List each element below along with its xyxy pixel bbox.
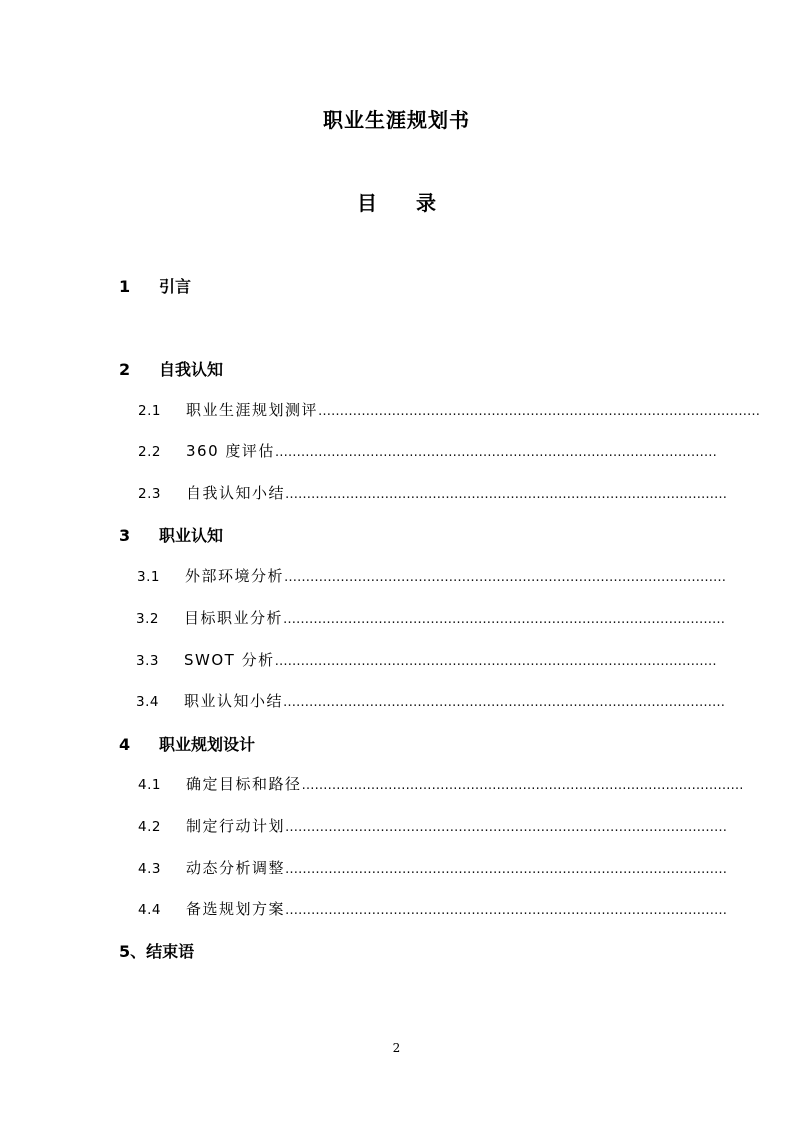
toc-section-2[interactable]	[119, 357, 223, 380]
entry-label: SWOT 分析	[184, 651, 275, 669]
section-label: 引言	[159, 277, 192, 296]
entry-label: 制定行动计划	[186, 817, 286, 835]
dot-leader: …………………………………………………………………………………………	[283, 695, 726, 710]
toc-entry-3-4[interactable]	[136, 690, 726, 711]
entry-number: 2.3	[138, 486, 161, 502]
toc-entry-2-3[interactable]	[138, 482, 728, 503]
toc-entry-3-1[interactable]	[137, 565, 727, 586]
section-label: 自我认知	[159, 360, 224, 379]
entry-label: 备选规划方案	[186, 900, 286, 918]
toc-section-1[interactable]	[119, 274, 191, 297]
section-number: 5、	[119, 942, 147, 961]
toc-entry-3-3[interactable]	[136, 649, 717, 670]
toc-entry-3-2[interactable]	[136, 607, 726, 628]
toc-section-5[interactable]	[119, 939, 194, 962]
toc-heading: 目 录	[357, 191, 452, 215]
dot-leader: …………………………………………………………………………………………	[285, 820, 728, 835]
entry-label: 自我认知小结	[186, 484, 286, 502]
section-label: 结束语	[146, 942, 195, 961]
entry-number: 3.2	[136, 611, 159, 627]
section-number: 3	[119, 526, 131, 545]
entry-number: 4.1	[138, 777, 161, 793]
toc-entry-2-2[interactable]	[138, 440, 717, 461]
dot-leader: …………………………………………………………………………………………	[285, 487, 728, 502]
dot-leader: …………………………………………………………………………………………	[283, 612, 726, 627]
dot-leader: …………………………………………………………………………………………	[274, 445, 717, 460]
entry-number: 3.3	[136, 653, 159, 669]
dot-leader: …………………………………………………………………………………………	[284, 570, 727, 585]
entry-number: 4.2	[138, 819, 161, 835]
dot-leader: …………………………………………………………………………………………	[274, 654, 717, 669]
entry-label: 确定目标和路径	[186, 775, 302, 793]
toc-entry-4-3[interactable]	[138, 857, 728, 878]
toc-entry-4-4[interactable]	[138, 898, 728, 919]
dot-leader: …………………………………………………………………………………………	[285, 862, 728, 877]
toc-entry-2-1[interactable]	[138, 399, 761, 420]
section-number: 4	[119, 735, 131, 754]
entry-label: 动态分析调整	[186, 859, 286, 877]
dot-leader: …………………………………………………………………………………………	[301, 778, 744, 793]
section-number: 2	[119, 360, 131, 379]
page-number: 2	[392, 1041, 401, 1055]
entry-label: 目标职业分析	[184, 609, 284, 627]
entry-number: 3.4	[136, 694, 159, 710]
section-label: 职业规划设计	[159, 735, 256, 754]
toc-section-3[interactable]	[119, 523, 223, 546]
entry-number: 2.1	[138, 403, 161, 419]
toc-entry-4-1[interactable]	[138, 773, 744, 794]
document-title: 职业生涯规划书	[323, 108, 470, 132]
entry-label: 职业生涯规划测评	[186, 401, 319, 419]
entry-number: 2.2	[138, 444, 161, 460]
section-label: 职业认知	[159, 526, 224, 545]
toc-entry-4-2[interactable]	[138, 815, 728, 836]
entry-label: 360 度评估	[186, 442, 275, 460]
entry-label: 外部环境分析	[185, 567, 285, 585]
toc-section-4[interactable]	[119, 732, 255, 755]
entry-number: 4.4	[138, 902, 161, 918]
entry-number: 4.3	[138, 861, 161, 877]
dot-leader: …………………………………………………………………………………………	[285, 903, 728, 918]
section-number: 1	[119, 277, 131, 296]
entry-label: 职业认知小结	[184, 692, 284, 710]
dot-leader: …………………………………………………………………………………………	[318, 404, 761, 419]
entry-number: 3.1	[137, 569, 160, 585]
